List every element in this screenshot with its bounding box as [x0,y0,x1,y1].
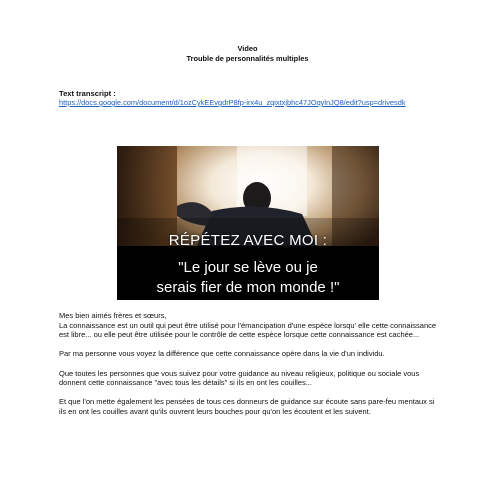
hero-caption-quote-line2: serais fier de mon monde !" [156,279,340,296]
hero-image [117,146,379,300]
body-paragraph-2: Par ma personne vous voyez la différence que cette connaissance opère dans la vie d'un individu. [59,349,385,359]
body-text [59,311,439,426]
transcript-link[interactable]: https://docs.google.com/document/d/1ozCykEEvgdrP8fp-irx4u_zqixtxjbhc47JOqylnJQ8/edit?usp=drivesdk [59,98,406,107]
transcript-label: Text transcript : [59,89,116,98]
body-paragraph-3: Que toutes les personnes que vous suivez pour votre guidance au niveau religieux, politique ou sociale vous donnent cette connaissance "avec tous les détails" si ils en ont les couilles... [59,368,420,388]
document-header [0,44,495,64]
body-paragraph-1 [59,311,439,340]
hero-caption-quote-line1: "Le jour se lève ou je [178,259,318,276]
header-subtitle: Trouble de personnalités multiples [186,54,309,63]
hero-caption-title: RÉPÉTEZ AVEC MOI : [168,232,328,249]
header-title: Video [237,44,258,53]
hero-caption-quote [117,258,379,298]
body-paragraph-1-text: La connaissance est un outil qui peut être utilisé pour l'émancipation d'une espèce lorsqu' elle cette connaissance est libre... ou elle peut être utilisée pour le contrôle de cette espèce lorsque cette connaissance est cachée... [59,320,437,340]
body-greeting: Mes bien aimés frères et sœurs, [59,311,167,320]
body-paragraph-4: Et que l'on mette également les pensées de tous ces donneurs de guidance sur écoute sans pare-feu mentaux si ils en ont les couilles avant qu'ils ouvrent leurs bouches pour qu'on les écoutent et les suivent. [59,397,435,416]
